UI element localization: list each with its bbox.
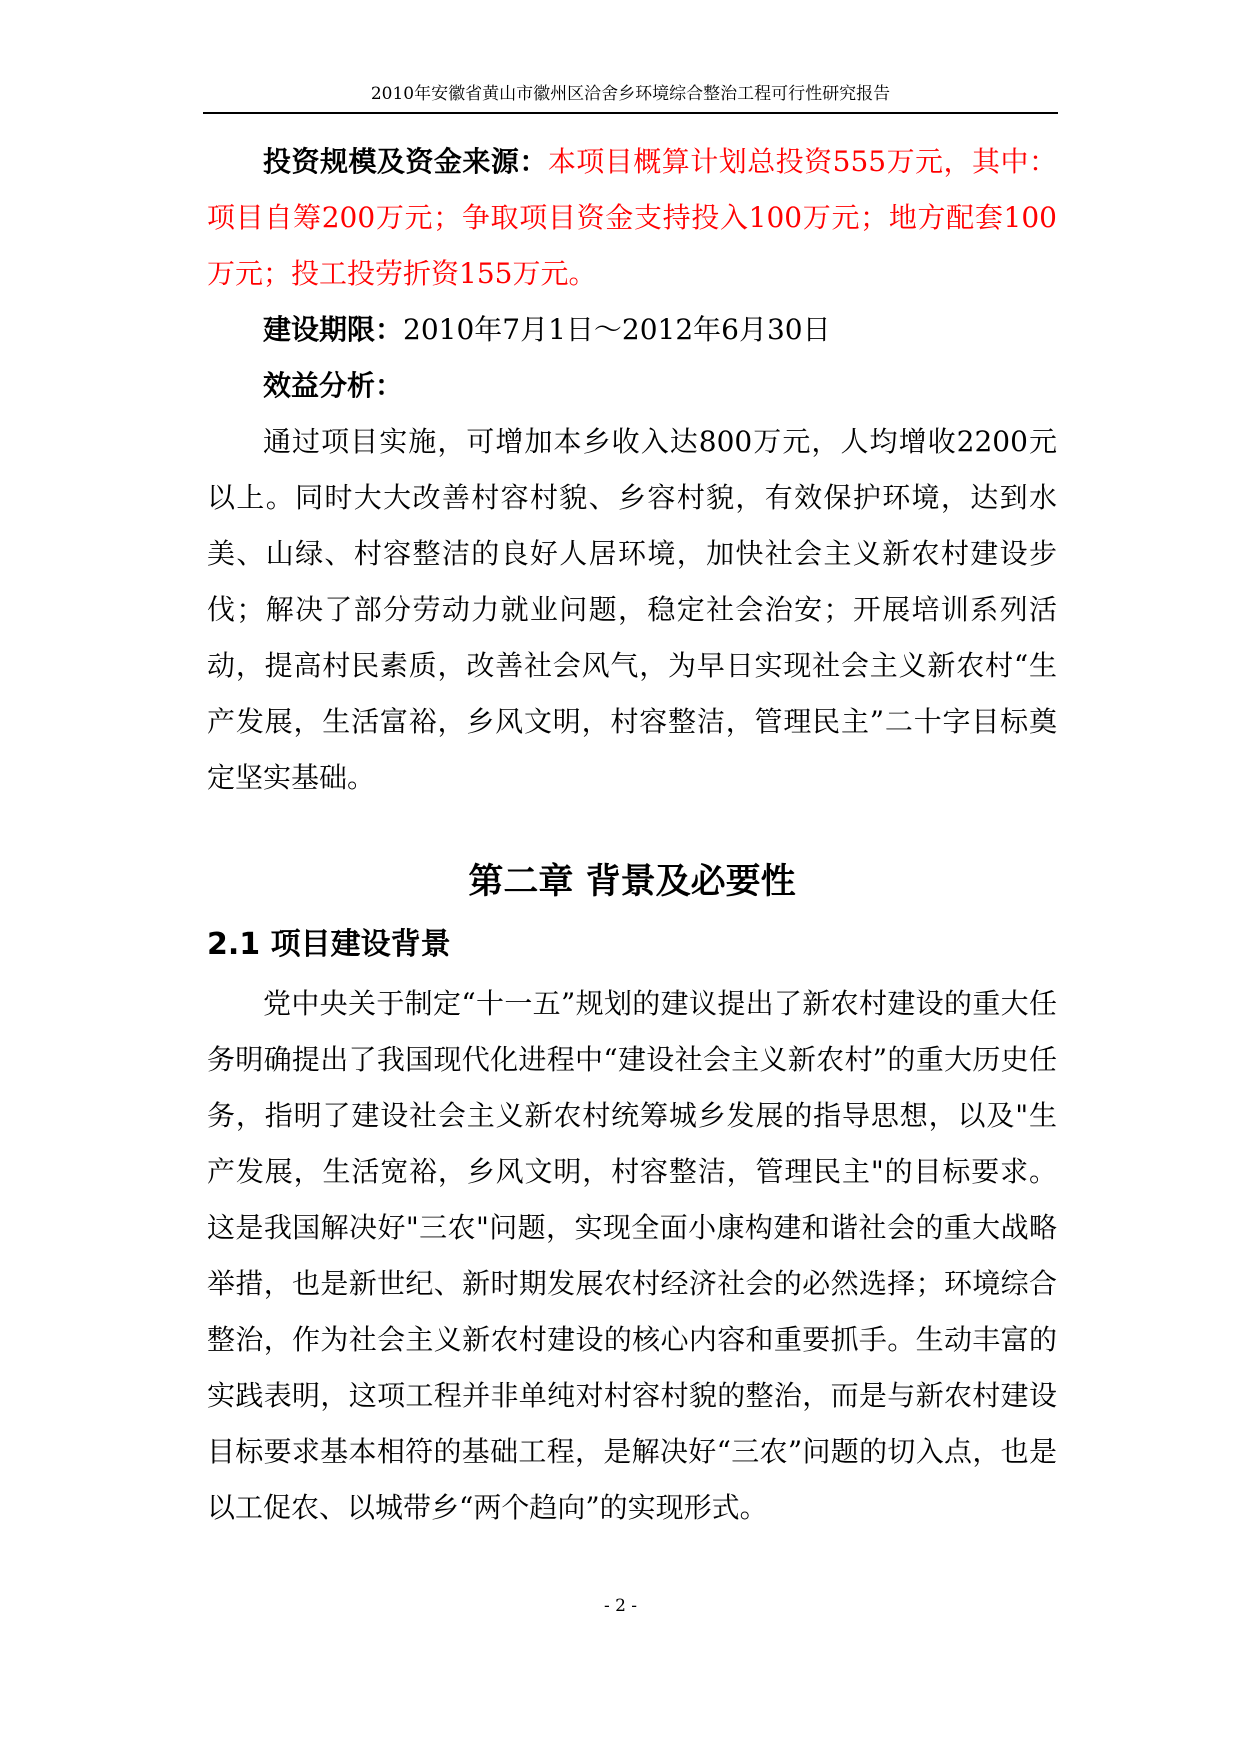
section-paragraph: 党中央关于制定“十一五”规划的建议提出了新农村建设的重大任务明确提出了我国现代化进程中“建设社会主义新农村”的重大历史任务，指明了建设社会主义新农村统筹城乡发展的指导思想，以及"生产发展，生活宽裕，乡风文明，村容整洁，管理民主"的目标要求。这是我国解决好"三农"问题，实现全面小康构建和谐社会的重大战略举措，也是新世纪、新时期发展农村经济社会的必然选择；环境综合整治，作为社会主义新农村建设的核心内容和重要抓手。生动丰富的实践表明，这项工程并非单纯对村容村貌的整治，而是与新农村建设目标要求基本相符的基础工程，是解决好“三农”问题的切入点，也是以工促农、以城带乡“两个趋向”的实现形式。: [207, 987, 1057, 1524]
section-title: 2.1 项目建设背景: [207, 927, 451, 962]
page-number: - 2 -: [603, 1596, 638, 1616]
document-body: [207, 134, 1057, 1536]
period-text: 2010年7月1日～2012年6月30日: [403, 313, 831, 346]
period-paragraph: [207, 302, 1057, 358]
investment-text: 本项目概算计划总投资555万元，其中：项目自筹200万元；争取项目资金支持投入100万元；地方配套100万元；投工投劳折资155万元。: [207, 145, 1057, 290]
header-rule: [203, 112, 1058, 114]
benefit-paragraph: 通过项目实施，可增加本乡收入达800万元，人均增收2200元以上。同时大大改善村容村貌、乡容村貌，有效保护环境，达到水美、山绿、村容整洁的良好人居环境，加快社会主义新农村建设步伐；解决了部分劳动力就业问题，稳定社会治安；开展培训系列活动，提高村民素质，改善社会风气，为早日实现社会主义新农村“生产发展，生活富裕，乡风文明，村容整洁，管理民主”二十字目标奠定坚实基础。: [207, 425, 1057, 794]
investment-label: 投资规模及资金来源：: [263, 145, 548, 178]
page-header: 2010年安徽省黄山市徽州区洽舍乡环境综合整治工程可行性研究报告: [370, 84, 891, 104]
investment-paragraph: [207, 134, 1057, 302]
benefit-label: 效益分析：: [263, 369, 404, 402]
period-label: 建设期限：: [263, 313, 404, 346]
chapter-title: 第二章 背景及必要性: [468, 862, 796, 902]
